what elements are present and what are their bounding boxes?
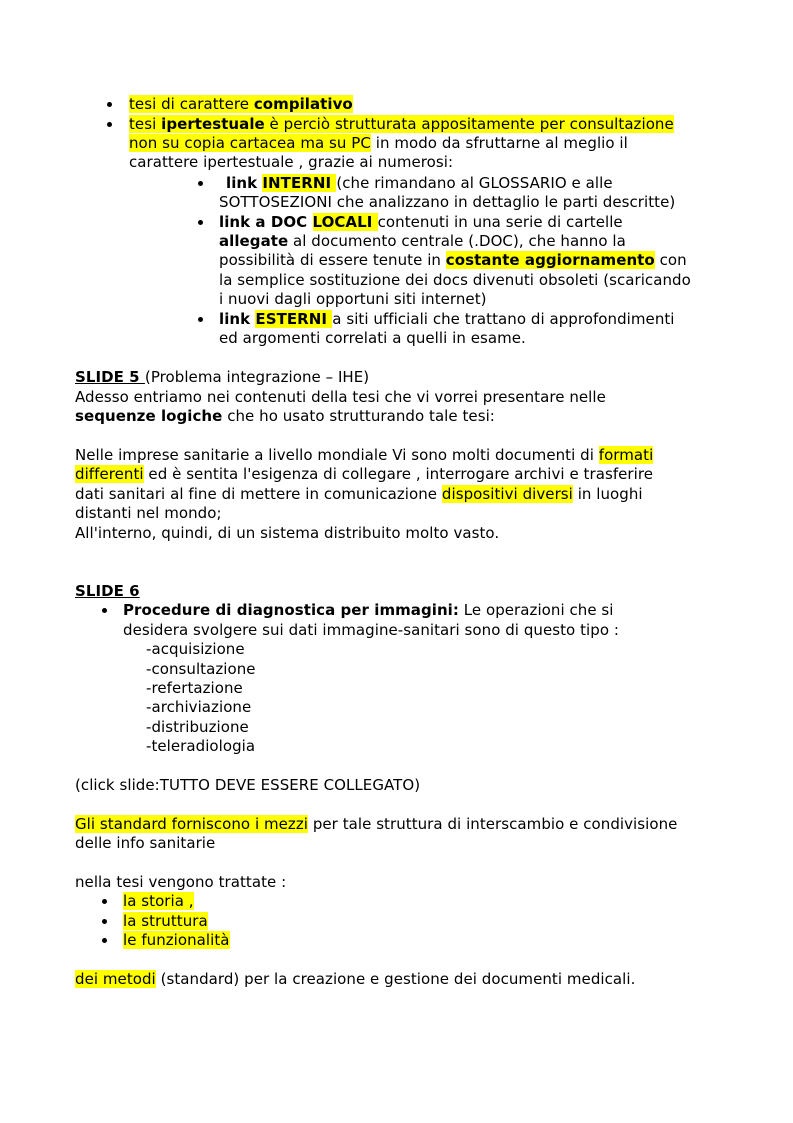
highlight: dispositivi diversi (441, 485, 573, 503)
highlight: differenti (75, 465, 144, 483)
text: ed è sentita l'esigenza di collegare , interrogare archivi e trasferire (143, 465, 654, 483)
bold-text: Procedure di diagnostica per immagini: (123, 601, 459, 619)
text: (che rimandano al GLOSSARIO e alle (336, 174, 613, 192)
paragraph-line (75, 407, 495, 426)
paragraph-line: All'interno, quindi, di un sistema distribuito molto vasto. (75, 524, 500, 542)
paragraph-line (219, 213, 623, 232)
paragraph-line (75, 970, 635, 989)
highlight: Gli standard forniscono i mezzi (75, 815, 308, 833)
text: al documento centrale (.DOC), che hanno la (288, 232, 626, 250)
paragraph-line (219, 251, 687, 270)
text: dati sanitari al fine di mettere in comunicazione (75, 485, 442, 503)
paragraph-line (129, 95, 353, 114)
highlight: le funzionalità (123, 931, 230, 949)
bold-text: sequenze logiche (75, 407, 223, 425)
text: Le operazioni che si (458, 601, 614, 619)
bold-text: link (226, 174, 263, 192)
paragraph-line (75, 465, 653, 484)
highlight (129, 115, 674, 133)
paragraph-line (129, 115, 674, 134)
operation-item: -consultazione (146, 660, 256, 678)
heading-text: SLIDE 5 (75, 368, 145, 386)
bullet (102, 608, 107, 613)
highlight: costante aggiornamento (445, 251, 655, 269)
list-item (123, 931, 230, 950)
bold-text: link (219, 310, 256, 328)
text: tesi (129, 115, 162, 133)
paragraph-line (123, 601, 614, 620)
paragraph-line (75, 815, 677, 834)
paragraph-line: ed argomenti correlati a quelli in esame. (219, 329, 526, 347)
text: possibilità di essere tenute in (219, 251, 446, 269)
sub-bullet (198, 317, 203, 322)
paragraph-line: i nuovi dagli opportuni siti internet) (219, 290, 487, 308)
paragraph-line (219, 310, 675, 329)
paragraph-line (129, 134, 628, 153)
operation-item: -distribuzione (146, 718, 249, 736)
text: contenuti in una serie di cartelle (377, 213, 623, 231)
text: in modo da sfruttarne al meglio il (370, 134, 628, 152)
highlight: non su copia cartacea ma su PC (129, 134, 371, 152)
bullet (102, 899, 107, 904)
highlight: la storia , (123, 892, 194, 910)
paragraph-line: nella tesi vengono trattate : (75, 873, 287, 891)
bold-text: allegate (219, 232, 289, 250)
text: con (654, 251, 687, 269)
bullet (107, 122, 112, 127)
paragraph-line: SOTTOSEZIONI che analizzano in dettaglio le parti descritte) (219, 193, 676, 211)
highlight: formati (598, 446, 654, 464)
text: in luoghi (572, 485, 643, 503)
paragraph-line: Adesso entriamo nei contenuti della tesi che vi vorrei presentare nelle (75, 388, 606, 406)
operation-item: -refertazione (146, 679, 243, 697)
heading-text: SLIDE 6 (75, 582, 140, 600)
highlight: dei metodi (75, 970, 156, 988)
text: che ho usato strutturando tale tesi: (222, 407, 495, 425)
highlight: INTERNI (262, 174, 337, 192)
bold-text: link a DOC (219, 213, 313, 231)
bold-text: ipertestuale (161, 115, 265, 133)
bullet (102, 938, 107, 943)
text: (Problema integrazione – IHE) (144, 368, 370, 386)
text: (standard) per la creazione e gestione dei documenti medicali. (155, 970, 636, 988)
paragraph-line: distanti nel mondo; (75, 504, 222, 522)
operation-item: -teleradiologia (146, 737, 256, 755)
highlight: LOCALI (312, 213, 378, 231)
bold-text: compilativo (253, 95, 353, 113)
paragraph-line (75, 485, 643, 504)
slide-heading (75, 368, 369, 387)
highlight (129, 95, 353, 113)
paragraph-line (219, 232, 626, 251)
paragraph-line: carattere ipertestuale , grazie ai numerosi: (129, 153, 454, 171)
slide-heading (75, 582, 140, 601)
operation-item: -archiviazione (146, 698, 252, 716)
highlight: la struttura (123, 912, 208, 930)
bullet (102, 919, 107, 924)
highlight: ESTERNI (255, 310, 333, 328)
paragraph-line (226, 174, 613, 193)
paragraph-line (75, 446, 653, 465)
paragraph-line: (click slide:TUTTO DEVE ESSERE COLLEGATO) (75, 776, 421, 794)
text: per tale struttura di interscambio e condivisione (308, 815, 678, 833)
paragraph-line: delle info sanitarie (75, 834, 216, 852)
paragraph-line: la semplice sostituzione dei docs divenuti obsoleti (scaricando (219, 271, 691, 289)
sub-bullet (198, 220, 203, 225)
text: è perciò strutturata appositamente per consultazione (264, 115, 674, 133)
text: Nelle imprese sanitarie a livello mondiale Vi sono molti documenti di (75, 446, 599, 464)
list-item (123, 912, 208, 931)
list-item (123, 892, 194, 911)
operation-item: -acquisizione (146, 640, 245, 658)
text: a siti ufficiali che trattano di approfondimenti (332, 310, 675, 328)
paragraph-line: desidera svolgere sui dati immagine-sanitari sono di questo tipo : (123, 621, 619, 639)
text: tesi di carattere (129, 95, 254, 113)
sub-bullet (198, 181, 203, 186)
bullet (107, 102, 112, 107)
